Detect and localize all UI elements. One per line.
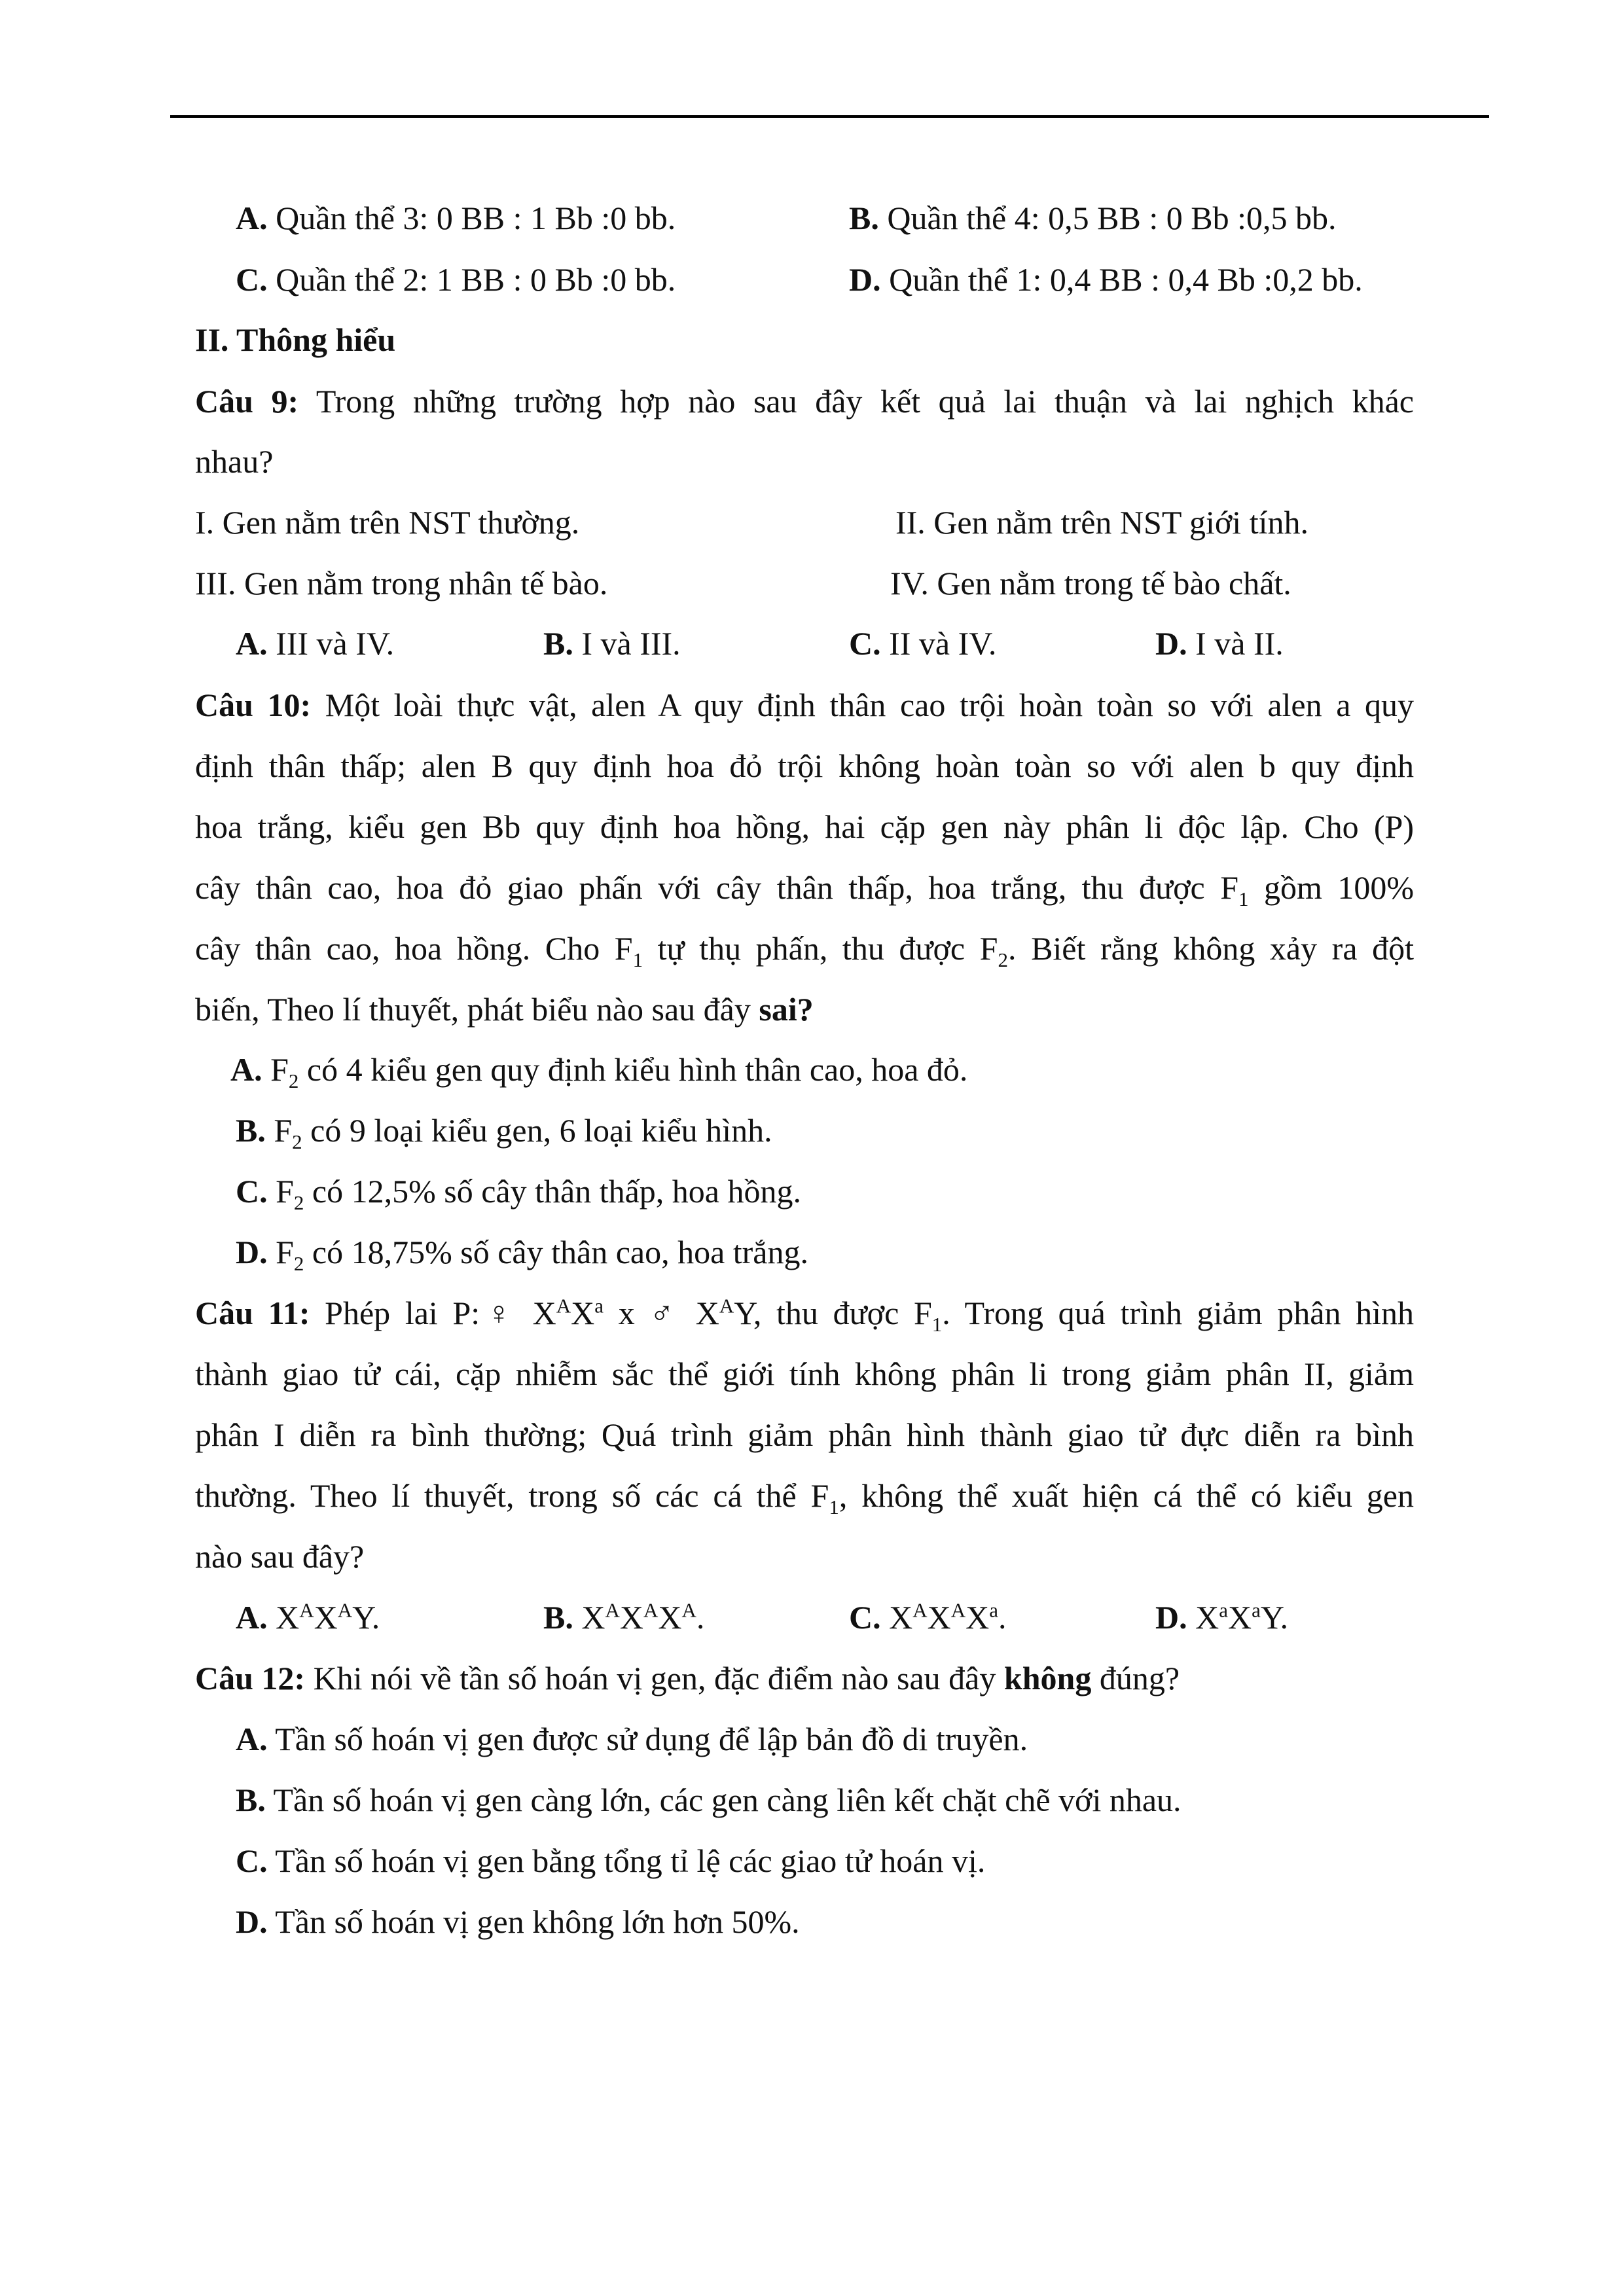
q11-stem-line-5: nào sau đây?	[195, 1538, 365, 1575]
q10-stem-line-1: Câu 10: Một loài thực vật, alen A quy định thân cao trội hoàn toàn so với alen a quy	[195, 687, 1414, 723]
q11-option-c: C. $X^AX^AX^a$.	[849, 1598, 1007, 1636]
section-heading: II. Thông hiểu	[195, 321, 396, 358]
q10-label: Câu 10:	[195, 687, 312, 723]
q8-option-b: B. Quần thể 4: 0,5 BB : 0 Bb :0,5 bb.	[849, 200, 1337, 236]
q10-stem-line-2: định thân thấp; alen B quy định hoa đỏ trội không hoàn toàn so với alen b quy định	[195, 747, 1414, 784]
q12-label: Câu 12:	[195, 1660, 306, 1696]
q9-label: Câu 9:	[195, 383, 299, 420]
q9-statement-4: IV. Gen nằm trong tế bào chất.	[890, 565, 1291, 601]
q10-stem-line-5: cây thân cao, hoa hồng. Cho $F_1$ tự thụ phấn, thu được $F_2$. Biết rằng không xảy ra đột	[195, 930, 1414, 971]
q9-stem-line-1: Câu 9: Trong những trường hợp nào sau đây kết quả lai thuận và lai nghịch khác	[195, 383, 1414, 420]
q9-statement-2: II. Gen nằm trên NST giới tính.	[895, 504, 1308, 541]
q10-stem-line-4: cây thân cao, hoa đỏ giao phấn với cây thân thấp, hoa trắng, thu được $F_1$ gồm 100%	[195, 869, 1414, 910]
header-rule	[170, 115, 1489, 118]
q10-stem-line-3: hoa trắng, kiểu gen Bb quy định hoa hồng, hai cặp gen này phân li độc lập. Cho (P)	[195, 808, 1414, 845]
q9-statement-1: I. Gen nằm trên NST thường.	[195, 504, 580, 541]
q8-option-c: C. Quần thể 2: 1 BB : 0 Bb :0 bb.	[236, 261, 676, 298]
q10-option-a: A. $F_2$ có 4 kiểu gen quy định kiểu hình thân cao, hoa đỏ.	[230, 1051, 968, 1092]
q11-option-b: B. $X^AX^AX^A$.	[543, 1598, 705, 1636]
q10-stem-line-6: biến, Theo lí thuyết, phát biểu nào sau đây sai?	[195, 991, 814, 1028]
q8-option-d: D. Quần thể 1: 0,4 BB : 0,4 Bb :0,2 bb.	[849, 261, 1363, 298]
q11-label: Câu 11:	[195, 1295, 310, 1331]
q9-statement-3: III. Gen nằm trong nhân tế bào.	[195, 565, 608, 601]
q11-option-d: D. $X^aX^aY$.	[1155, 1598, 1289, 1636]
q11-stem-line-4: thường. Theo lí thuyết, trong số các cá thể $F_1$, không thể xuất hiện cá thể có kiểu gen	[195, 1477, 1414, 1518]
q12-option-c: C. Tần số hoán vị gen bằng tổng tỉ lệ các giao tử hoán vị.	[236, 1842, 986, 1879]
q9-option-a: A. III và IV.	[236, 625, 395, 662]
q12-option-d: D. Tần số hoán vị gen không lớn hơn 50%.	[236, 1903, 800, 1940]
q9-stem-line-2: nhau?	[195, 443, 274, 480]
q10-option-d: D. $F_2$ có 18,75% số cây thân cao, hoa trắng.	[236, 1234, 809, 1275]
q8-option-a: A. Quần thể 3: 0 BB : 1 Bb :0 bb.	[236, 200, 676, 236]
q10-option-b: B. $F_2$ có 9 loại kiểu gen, 6 loại kiểu hình.	[236, 1112, 772, 1153]
q10-option-c: C. $F_2$ có 12,5% số cây thân thấp, hoa hồng.	[236, 1173, 801, 1214]
q11-stem-line-1: Câu 11: Phép lai P:♀ $X^AX^a$ x ♂ $X^AY$, thu được $F_1$. Trong quá trình giảm phân hình	[195, 1294, 1415, 1336]
q12-option-b: B. Tần số hoán vị gen càng lớn, các gen càng liên kết chặt chẽ với nhau.	[236, 1782, 1182, 1818]
q12-stem: Câu 12: Khi nói về tần số hoán vị gen, đặc điểm nào sau đây không đúng?	[195, 1660, 1180, 1696]
q12-option-a: A. Tần số hoán vị gen được sử dụng để lập bản đồ di truyền.	[236, 1721, 1028, 1757]
q11-option-a: A. $X^AX^AY$.	[236, 1598, 380, 1636]
q9-option-b: B. I và III.	[543, 625, 681, 662]
q9-option-c: C. II và IV.	[849, 625, 997, 662]
q11-stem-line-3: phân I diễn ra bình thường; Quá trình giảm phân hình thành giao tử đực diễn ra bình	[195, 1416, 1414, 1453]
q9-option-d: D. I và II.	[1155, 625, 1284, 662]
q11-stem-line-2: thành giao tử cái, cặp nhiễm sắc thể giới tính không phân li trong giảm phân II, giảm	[195, 1355, 1414, 1392]
